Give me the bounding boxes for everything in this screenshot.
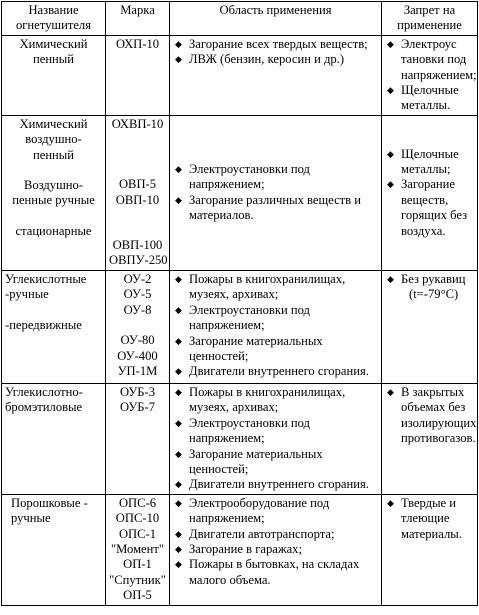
extinguisher-name: Порошковые - ручные: [11, 495, 88, 526]
mark-value: ОПС-1: [118, 526, 157, 541]
mark-value: ОВП-100: [112, 238, 163, 253]
ban-item: ◆ Без рукавиц: [385, 272, 474, 287]
table-row: [2, 494, 478, 605]
table-row: [2, 270, 478, 383]
cell-name: [2, 35, 106, 115]
cell-ban: [382, 115, 478, 270]
cell-mark: [106, 115, 170, 270]
table-row: [2, 383, 478, 494]
mark-value: ОВП-10: [115, 192, 160, 207]
mark-value: ОУ-8: [123, 302, 152, 317]
mark-value: УП-1М: [117, 363, 158, 378]
ban-item: ◆ Электроус тановки под напряжением;: [385, 37, 474, 83]
cell-ban: [382, 383, 478, 494]
mark-value: ОПС-6: [118, 495, 157, 510]
header-area: Область применения: [170, 2, 382, 36]
area-item: ◆ Электроустановки под напряжением;: [173, 303, 378, 334]
area-item: ◆ Загорание в гаражах;: [173, 542, 378, 557]
area-item: ◆ Пожары в книгохранилищах, музеях, архивах;: [173, 385, 378, 416]
table-row: [2, 115, 478, 270]
cell-ban: [382, 494, 478, 605]
mark-value: ОУ-5: [123, 287, 152, 302]
header-mark: Марка: [106, 2, 170, 36]
area-item: ◆ Загорание материальных ценностей;: [173, 447, 378, 478]
cell-area: [170, 270, 382, 383]
mark-value: ОХП-10: [115, 36, 160, 51]
extinguisher-name: Углекислотно-бромэтиловые: [5, 384, 83, 415]
mark-value: ОУБ-7: [119, 400, 156, 415]
extinguisher-table: [1, 1, 478, 606]
area-item: ◆ Пожары в бытовках, на складах малого объема.: [173, 557, 378, 588]
ban-item: ◆ Щелочные металлы.: [385, 83, 474, 114]
area-item: ◆ Электроустановки под напряжением;: [173, 162, 378, 193]
ban-temperature-note: (t=-79°C): [409, 287, 459, 302]
area-item: ◆ Пожары в книгохранилищах, музеях, архивах;: [173, 272, 378, 303]
mark-value: ОУ-2: [123, 271, 152, 286]
extinguisher-name: -передвижные: [5, 317, 82, 332]
area-item: ◆ Загорание различных веществ и материалов.: [173, 193, 378, 224]
cell-area: [170, 494, 382, 605]
area-item: ◆ ЛВЖ (бензин, керосин и др.): [173, 52, 378, 67]
cell-area: [170, 115, 382, 270]
extinguisher-name: Химический воздушно-пенный: [19, 116, 88, 162]
area-item: ◆ Двигатели внутреннего сгорания.: [173, 364, 378, 379]
mark-value: "Спутник": [109, 572, 166, 587]
area-item: ◆ Двигатели внутреннего сгорания.: [173, 477, 378, 492]
area-item: ◆ Электроустановки под напряжением;: [173, 416, 378, 447]
mark-value: ОВП-5: [118, 177, 157, 192]
cell-ban: [382, 35, 478, 115]
cell-name: [2, 494, 106, 605]
header-ban: Запрет на применение: [382, 2, 478, 36]
extinguisher-name: Углекислотные -ручные: [5, 271, 87, 302]
mark-value: ОПС-10: [115, 511, 160, 526]
cell-mark: [106, 494, 170, 605]
mark-value: ОУ-80: [120, 333, 155, 348]
mark-value: ОП-1: [123, 557, 152, 572]
mark-value: ОП-5: [123, 588, 152, 603]
mark-value: ОУБ-3: [119, 384, 156, 399]
mark-value: ОВПУ-250: [109, 253, 168, 268]
area-item: ◆ Загорание всех твердых веществ;: [173, 37, 378, 52]
area-item: ◆ Электрооборудование под напряжением;: [173, 496, 378, 527]
cell-mark: [106, 383, 170, 494]
extinguisher-name: Воздушно-пенные ручные: [12, 178, 95, 208]
cell-mark: [106, 270, 170, 383]
cell-area: [170, 35, 382, 115]
cell-ban: [382, 270, 478, 383]
document: [1, 1, 477, 606]
cell-name: [2, 115, 106, 270]
mark-value: ОУ-400: [117, 348, 158, 363]
extinguisher-name: Химический пенный: [19, 36, 88, 67]
cell-name: [2, 383, 106, 494]
extinguisher-name: стационарные: [15, 223, 92, 238]
cell-area: [170, 383, 382, 494]
ban-item: ◆ В закрытых объемах без изолирующих противогазов.: [385, 385, 474, 447]
ban-item: ◆ Твердые и тлеющие материалы.: [385, 496, 474, 542]
area-item: ◆ Двигатели автотранспорта;: [173, 527, 378, 542]
header-name: Название огнетушителя: [2, 2, 106, 36]
area-item: ◆ Загорание материальных ценностей;: [173, 334, 378, 365]
table-header-row: [2, 2, 478, 36]
mark-value: ОХВП-10: [111, 116, 164, 131]
table-row: [2, 35, 478, 115]
ban-item: ◆ Щелочные металлы;: [385, 147, 474, 178]
cell-mark: [106, 35, 170, 115]
ban-item: ◆ Загорание веществ, горящих без воздуха.: [385, 177, 474, 239]
mark-value: "Момент": [110, 541, 165, 556]
cell-name: [2, 270, 106, 383]
